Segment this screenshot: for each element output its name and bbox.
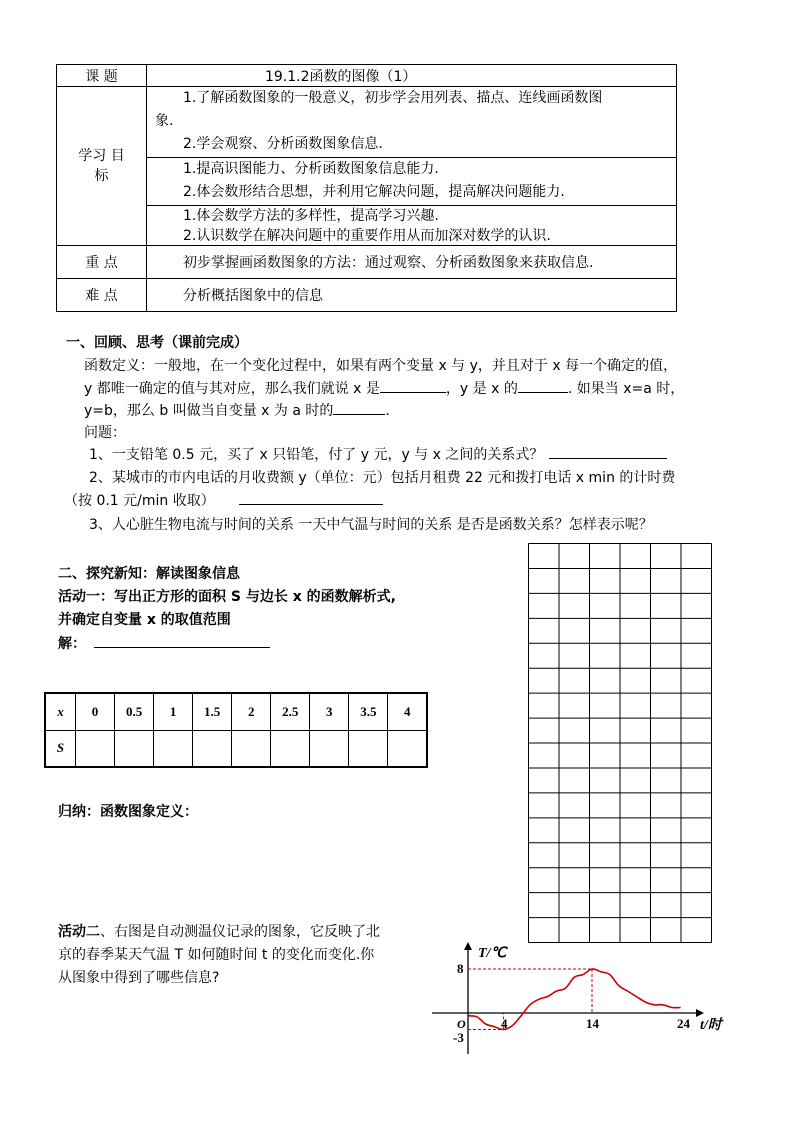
goal2-line1: 1.提高识图能力、分析函数图象信息能力.	[183, 161, 439, 177]
s-row-label: S	[45, 730, 76, 767]
question-1	[89, 444, 667, 467]
title-label: 课 题	[57, 65, 147, 87]
x-tick-24: 24	[677, 1016, 690, 1031]
blank-function-of[interactable]	[518, 378, 568, 393]
lesson-title: 19.1.2函数的图像（1）	[147, 65, 677, 87]
goals-label-line2: 标	[94, 168, 109, 184]
graph-paper-grid	[528, 543, 712, 943]
solution-answer-blank[interactable]	[94, 633, 270, 648]
x-axis-label: t/时	[700, 1018, 722, 1033]
definition-line2a: y 都唯一确定的值与其对应，那么我们就说 x 是	[84, 381, 380, 397]
goal-block-emotion	[147, 206, 676, 245]
question-1-text: 1、一支铅笔 0.5 元，买了 x 只铅笔，付了 y 元，y 与 x 之间的关系式？	[89, 447, 544, 463]
activity1-line1: 活动一：写出正方形的面积 S 与边长 x 的函数解析式,	[58, 589, 396, 605]
x-value-cell: 0	[76, 693, 115, 730]
goal1-line1: 1.了解函数图象的一般意义，初步学会用列表、描点、连线画函数图	[183, 90, 603, 106]
s-value-cell[interactable]	[232, 730, 271, 767]
x-axis-arrow	[696, 1009, 704, 1017]
goals-label-line1: 学习 目	[78, 148, 125, 164]
question-3: 3、人心脏生物电流与时间的关系 一天中气温与时间的关系 是否是函数关系？怎样表示呢？	[89, 517, 653, 533]
lesson-info-table	[56, 64, 677, 312]
definition-line2c: . 如果当 x=a 时，	[567, 381, 685, 397]
y-axis-label: T/℃	[478, 946, 507, 961]
question-1-answer-blank[interactable]	[549, 444, 667, 459]
s-value-cell[interactable]	[193, 730, 232, 767]
s-value-cell[interactable]	[349, 730, 388, 767]
x-value-cell: 0.5	[115, 693, 154, 730]
x-value-cell: 3.5	[349, 693, 388, 730]
key-point-value: 初步掌握画函数图象的方法：通过观察、分析函数图象来获取信息.	[147, 246, 677, 279]
x-value-cell: 4	[388, 693, 427, 730]
x-value-cell: 2	[232, 693, 271, 730]
goals-label	[57, 87, 147, 246]
solution-line	[58, 633, 270, 656]
y-tick-minus-3: -3	[453, 1030, 464, 1045]
section2-heading: 二、探究新知：解读图象信息	[58, 566, 240, 582]
goal-block-ability	[147, 158, 676, 206]
section1-heading: 一、回顾、思考（课前完成）	[66, 335, 248, 351]
activity2-line1-rest: 、右图是自动测温仪记录的图象，它反映了北	[100, 924, 380, 940]
y-tick-8: 8	[457, 961, 464, 976]
blank-independent-variable[interactable]	[380, 378, 446, 393]
x-row-label: x	[45, 693, 76, 730]
s-value-cell[interactable]	[388, 730, 427, 767]
activity2-line1: 活动二、右图是自动测温仪记录的图象，它反映了北	[58, 924, 380, 940]
activity2-line2: 京的春季某天气温 T 如何随时间 t 的变化而变化.你	[58, 947, 375, 963]
difficulty-label: 难 点	[57, 279, 147, 312]
definition-line3	[84, 400, 390, 423]
blank-function-value[interactable]	[333, 400, 385, 415]
question-2-line2	[64, 490, 383, 513]
s-value-cell[interactable]	[271, 730, 310, 767]
key-point-label: 重 点	[57, 246, 147, 279]
y-axis-arrow	[464, 942, 472, 950]
question-2-line1: 2、某城市的市内电话的月收费额 y（单位：元）包括月租费 22 元和拨打电话 x min 的计时费	[89, 470, 676, 486]
s-value-cell[interactable]	[310, 730, 349, 767]
goal2-line2: 2.体会数形结合思想，并利用它解决问题，提高解决问题能力.	[183, 184, 565, 200]
solution-label: 解：	[58, 636, 86, 652]
goal1-line2: 象.	[155, 113, 174, 129]
x-value-cell: 1.5	[193, 693, 232, 730]
activity2-line3: 从图象中得到了哪些信息?	[58, 970, 220, 986]
x-tick-14: 14	[586, 1016, 599, 1031]
questions-label: 问题：	[84, 425, 126, 441]
activity1-line2: 并确定自变量 x 的取值范围	[58, 612, 231, 628]
definition-line2b: ，y 是 x 的	[445, 381, 518, 397]
definition-line1: 函数定义：一般地，在一个变化过程中，如果有两个变量 x 与 y，并且对于 x 每一个确定的值，	[84, 358, 678, 374]
goal3-line2: 2.认识数学在解决问题中的重要作用从而加深对数学的认识.	[183, 228, 551, 244]
goal-block-knowledge	[147, 87, 676, 158]
xs-value-table	[44, 692, 428, 768]
x-tick-4: 4	[501, 1016, 508, 1031]
definition-line3b: .	[385, 403, 390, 419]
question-2-answer-blank[interactable]	[239, 490, 383, 505]
x-value-cell: 3	[310, 693, 349, 730]
definition-line2	[84, 378, 684, 401]
s-value-cell[interactable]	[115, 730, 154, 767]
s-value-cell[interactable]	[154, 730, 193, 767]
summary-definition: 归纳：函数图象定义：	[58, 804, 198, 820]
goal1-line3: 2.学会观察、分析函数图象信息.	[183, 136, 383, 152]
difficulty-value: 分析概括图象中的信息	[147, 279, 677, 312]
origin-label: O	[457, 1017, 466, 1031]
question-2-line2-text: （按 0.1 元/min 收取）	[64, 493, 215, 509]
x-value-cell: 2.5	[271, 693, 310, 730]
x-value-cell: 1	[154, 693, 193, 730]
temperature-graph	[428, 938, 738, 1060]
definition-line3a: y=b，那么 b 叫做当自变量 x 为 a 时的	[84, 403, 334, 419]
goal3-line1: 1.体会数学方法的多样性，提高学习兴趣.	[183, 208, 439, 224]
temperature-curve	[468, 969, 681, 1030]
s-value-cell[interactable]	[76, 730, 115, 767]
